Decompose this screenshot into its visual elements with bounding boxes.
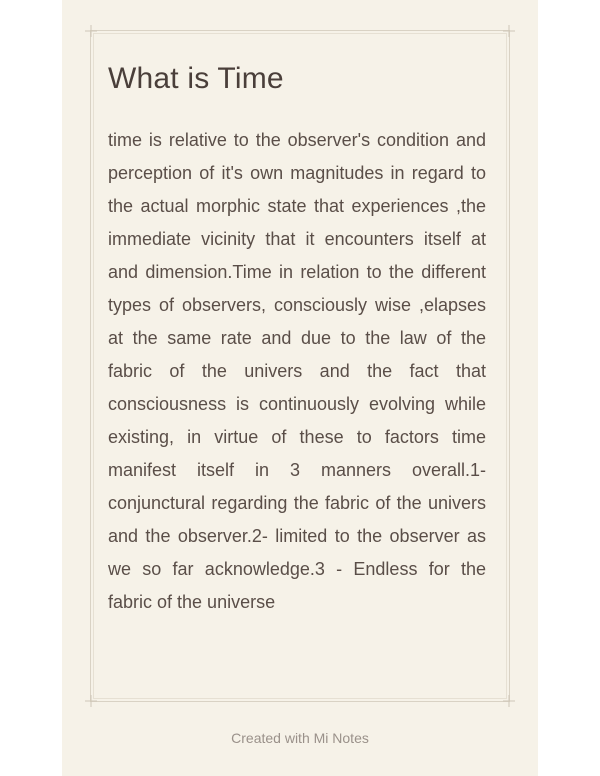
corner-ornament-icon (85, 25, 97, 37)
note-title: What is Time (108, 62, 284, 95)
note-paper (62, 0, 538, 776)
footer-credit: Created with Mi Notes (231, 730, 369, 746)
corner-ornament-icon (85, 695, 97, 707)
corner-ornament-icon (503, 695, 515, 707)
note-body: time is relative to the observer's condition and perception of it's own magnitudes in regard to the actual morphic state that experiences ,the immediate vicinity that it encounters itself at and dimension.Time in relation to the different types of observers, consciously wise ,elapses at the same rate and due to the law of the fabric of the univers and the fact that consciousness is continuously evolving while existing, in virtue of these to factors time manifest itself in 3 manners overall.1- conjunctural regarding the fabric of the univers and the observer.2- limited to the observer as we so far acknowledge.3 - Endless for the fabric of the universe (108, 130, 486, 612)
corner-ornament-icon (503, 25, 515, 37)
